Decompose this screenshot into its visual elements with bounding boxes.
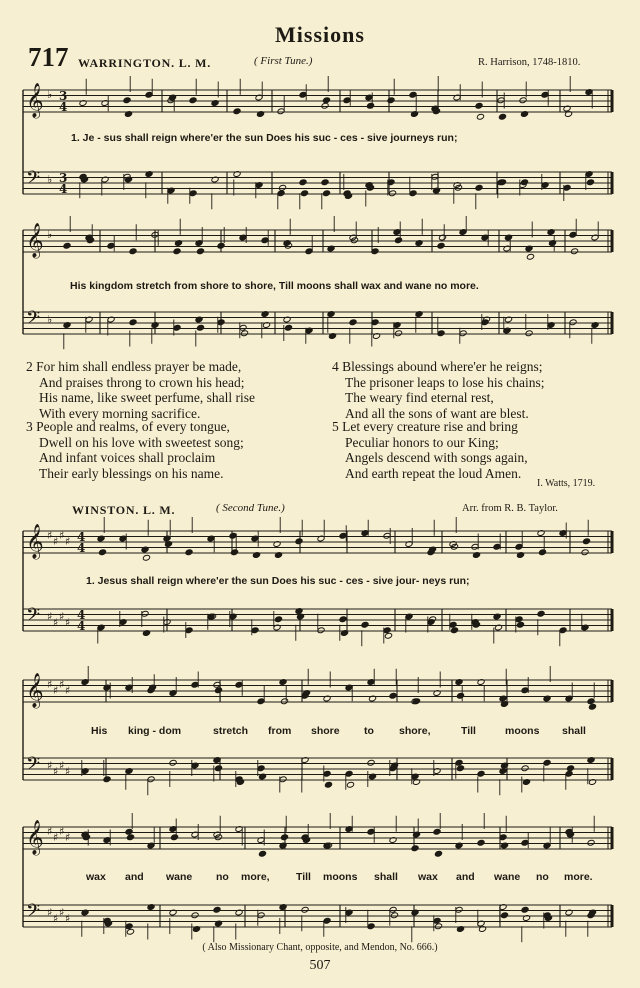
note-head: [322, 190, 330, 197]
tune-subtitle-second: ( Second Tune.): [216, 502, 285, 514]
note-head: [475, 102, 483, 109]
time-signature: 4: [59, 100, 68, 114]
note-head: [586, 179, 594, 186]
note-head: [525, 330, 533, 337]
note-head: [103, 776, 111, 783]
note-head: [213, 906, 221, 913]
note-head: [185, 549, 193, 556]
lyric-word: shall: [562, 725, 586, 737]
lyric-word: more,: [241, 871, 270, 883]
author-credit: I. Watts, 1719.: [537, 478, 596, 489]
note-head: [98, 549, 106, 556]
note-head: [411, 845, 419, 852]
lyric-word: stretch: [213, 725, 249, 737]
sharp-sign: ♯: [53, 684, 59, 697]
sharp-sign: ♯: [59, 759, 65, 772]
note-head: [258, 850, 266, 857]
note-head: [278, 184, 286, 191]
lyric-word: and: [456, 871, 475, 883]
lyrics-line-1: 1. Je - sus shall reign where'er the sun Does his suc - ces - sive journeys run;: [71, 132, 458, 144]
lyric-word: moons: [505, 725, 540, 737]
note-head: [526, 253, 534, 260]
lyric-word: Till: [461, 725, 476, 737]
note-head: [189, 97, 197, 104]
note-head: [394, 237, 402, 244]
note-head: [500, 912, 508, 919]
time-signature: 4: [77, 530, 86, 544]
note-head: [233, 108, 241, 115]
time-signature: 4: [59, 182, 68, 196]
bass-clef: 𝄢: [26, 605, 41, 630]
note-head: [582, 538, 590, 545]
time-signature: 3: [59, 89, 68, 103]
lyrics-line-2: His kingdom stretch from shore to shore, Till moons shall wax and wane no more.: [70, 280, 479, 292]
note-head: [538, 549, 546, 556]
sharp-sign: ♯: [47, 610, 53, 623]
page-number: 507: [309, 958, 331, 973]
note-head: [142, 554, 150, 561]
tune-subtitle-first: ( First Tune.): [254, 55, 313, 67]
lyric-word: no: [216, 871, 229, 883]
sharp-sign: ♯: [65, 912, 71, 925]
sharp-sign: ♯: [47, 529, 53, 542]
note-head: [280, 698, 288, 705]
lyric-word: His: [91, 725, 108, 737]
note-head: [274, 616, 282, 623]
note-head: [537, 610, 545, 617]
bass-clef: 𝄢: [26, 754, 41, 779]
lyric-word: king - dom: [128, 725, 182, 737]
verse-4: 4 Blessings abound where'er he reigns; The prisoner leaps to lose his chains; The weary find eternal rest, And all the sons of want are blest.: [332, 359, 545, 422]
note-head: [361, 621, 369, 628]
note-head: [433, 828, 441, 835]
bass-clef: 𝄢: [26, 308, 41, 333]
sharp-sign: ♯: [59, 906, 65, 919]
note-head: [394, 330, 402, 337]
sharp-sign: ♯: [65, 616, 71, 629]
note-head: [170, 834, 178, 841]
note-head: [339, 616, 347, 623]
sharp-sign: ♯: [53, 616, 59, 629]
lyric-word: shore,: [399, 725, 431, 737]
note-head: [129, 319, 137, 326]
note-head: [456, 692, 464, 699]
lyric-word: shall: [374, 871, 398, 883]
note-head: [322, 97, 330, 104]
sharp-sign: ♯: [53, 535, 59, 548]
hymn-number: 717: [28, 42, 69, 72]
composer-taylor: Arr. from R. B. Taylor.: [462, 503, 558, 514]
note-head: [299, 179, 307, 186]
note-head: [63, 242, 71, 249]
note-head: [367, 759, 375, 766]
note-head: [566, 765, 574, 772]
lyric-word: wane: [494, 871, 521, 883]
note-head: [169, 759, 177, 766]
lyric-word: wax: [418, 871, 438, 883]
time-signature: 4: [77, 619, 86, 633]
flat-sign: ♭: [47, 313, 53, 326]
tune-name-winston: WINSTON. L. M.: [72, 503, 176, 517]
lyric-word: wane: [166, 871, 193, 883]
note-head: [284, 324, 292, 331]
note-head: [346, 781, 354, 788]
note-head: [520, 179, 528, 186]
sharp-sign: ♯: [47, 825, 53, 838]
sharp-sign: ♯: [47, 678, 53, 691]
note-head: [437, 242, 445, 249]
sharp-sign: ♯: [59, 610, 65, 623]
note-head: [300, 190, 308, 197]
flat-sign: ♭: [47, 173, 53, 186]
note-head: [295, 538, 303, 545]
time-signature: 3: [59, 171, 68, 185]
note-head: [570, 248, 578, 255]
footnote: ( Also Missionary Chant, opposite, and Mendon, No. 666.): [202, 942, 438, 953]
lyric-word: to: [364, 725, 374, 737]
note-head: [196, 248, 204, 255]
lyric-word: Till: [296, 871, 311, 883]
time-signature: 4: [77, 608, 86, 622]
note-head: [521, 906, 529, 913]
note-head: [129, 248, 137, 255]
note-head: [388, 190, 396, 197]
note-head: [324, 781, 332, 788]
note-head: [477, 839, 485, 846]
note-head: [214, 765, 222, 772]
note-head: [349, 319, 357, 326]
verse-5: 5 Let every creature rise and bring Peculiar honors to our King; Angels descend with songs again, And earth repeat the loud Amen.: [332, 419, 528, 482]
note-head: [321, 179, 329, 186]
lyric-word: shore: [311, 725, 340, 737]
sharp-sign: ♯: [59, 529, 65, 542]
note-head: [434, 850, 442, 857]
note-head: [543, 759, 551, 766]
note-head: [498, 113, 506, 120]
note-head: [519, 97, 527, 104]
treble-clef: 𝄞: [26, 83, 44, 118]
sharp-sign: ♯: [65, 831, 71, 844]
sharp-sign: ♯: [65, 535, 71, 548]
sharp-sign: ♯: [59, 825, 65, 838]
lyric-word: more.: [564, 871, 593, 883]
flat-sign: ♭: [47, 88, 53, 101]
note-head: [477, 770, 485, 777]
note-head: [476, 113, 484, 120]
sharp-sign: ♯: [47, 759, 53, 772]
sharp-sign: ♯: [47, 906, 53, 919]
sharp-sign: ♯: [65, 765, 71, 778]
note-head: [475, 184, 483, 191]
lyric-word: from: [268, 725, 292, 737]
lyric-word: moons: [323, 871, 358, 883]
treble-clef: 𝄞: [26, 820, 44, 855]
lyric-word: and: [125, 871, 144, 883]
sharp-sign: ♯: [53, 831, 59, 844]
lyric-word: wax: [86, 871, 106, 883]
note-head: [280, 834, 288, 841]
note-head: [366, 102, 374, 109]
sharp-sign: ♯: [65, 684, 71, 697]
note-head: [587, 839, 595, 846]
note-head: [191, 912, 199, 919]
note-head: [581, 549, 589, 556]
sharp-sign: ♯: [53, 912, 59, 925]
bass-clef: 𝄢: [26, 901, 41, 926]
composer-harrison: R. Harrison, 1748-1810.: [478, 57, 581, 68]
bass-clef: 𝄢: [26, 168, 41, 193]
note-head: [521, 765, 529, 772]
sharp-sign: ♯: [59, 678, 65, 691]
verse-2: 2 For him shall endless prayer be made, And praises throng to crown his head; His name, like sweet perfume, shall rise With every morning sacrifice.: [26, 359, 255, 422]
note-head: [196, 324, 204, 331]
note-head: [173, 248, 181, 255]
lyric-word: no: [536, 871, 549, 883]
lyrics-line-3: 1. Jesus shall reign where'er the sun Does his suc - ces - sive jour- neys run;: [86, 575, 470, 587]
note-head: [389, 692, 397, 699]
flat-sign: ♭: [47, 228, 53, 241]
tune-name-warrington: WARRINGTON. L. M.: [78, 56, 212, 70]
time-signature: 4: [77, 541, 86, 555]
note-head: [123, 97, 131, 104]
note-head: [301, 906, 309, 913]
note-head: [217, 242, 225, 249]
section-title: Missions: [275, 22, 365, 47]
treble-clef: 𝄞: [26, 223, 44, 258]
treble-clef: 𝄞: [26, 524, 44, 559]
verse-3: 3 People and realms, of every tongue, Dwell on his love with sweetest song; And infant voices shall proclaim Their early blessings on his name.: [26, 419, 244, 482]
note-head: [387, 97, 395, 104]
treble-clef: 𝄞: [26, 673, 44, 708]
sharp-sign: ♯: [53, 765, 59, 778]
